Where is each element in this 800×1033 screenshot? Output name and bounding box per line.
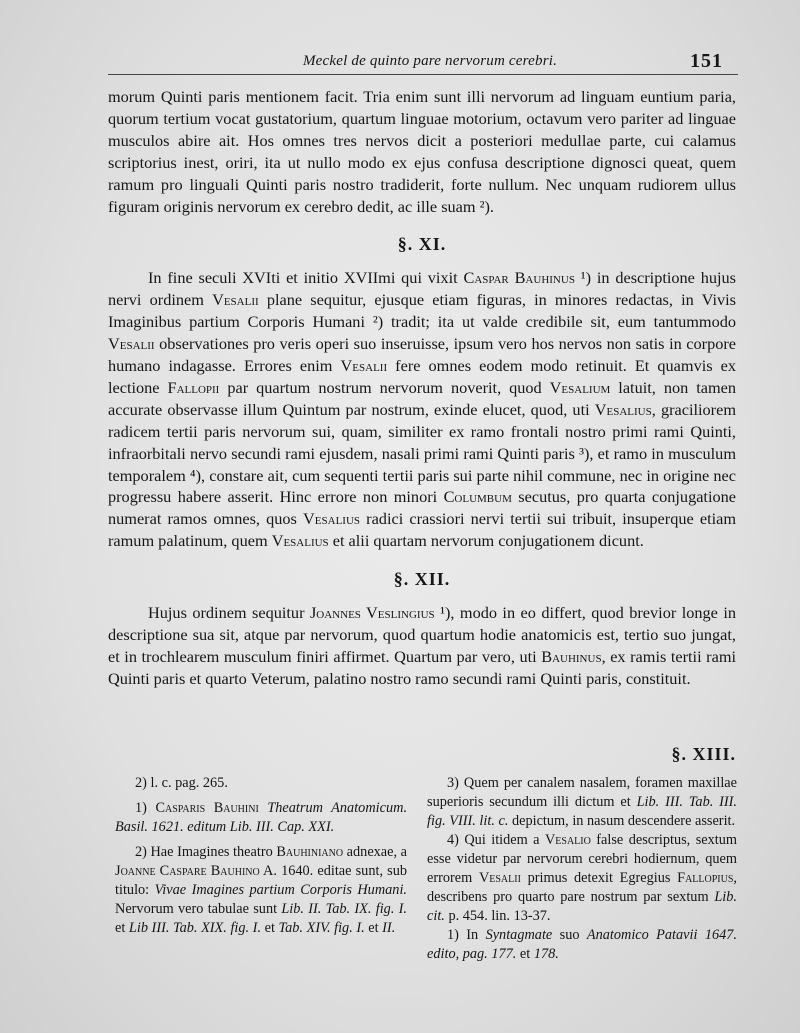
section-xii-paragraph	[108, 602, 736, 690]
person-name: Fallopius	[677, 870, 734, 886]
section-xi-paragraph	[108, 267, 736, 552]
text-run: , ex ramis tertii rami Quinti paris et quarto Veterum, palatino nostro ramo secundi rami Quinti paris, constituit.	[108, 646, 737, 688]
person-name: Vesalii	[340, 355, 388, 375]
person-name: Fallopii	[167, 377, 220, 397]
person-name: Vesalium	[549, 377, 611, 397]
text-run: II.	[382, 920, 396, 936]
text-run: plane sequitur, ejusque etiam figuras, in minores redactas, in Vivis Imaginibus partium Corporis Humani ²) tradit; ita ut valde credibile sit, eum tantummodo	[108, 290, 736, 332]
text-run: observationes pro veris operi suo inseruisse, ipsum vero hos nervos non satis in corpore humano indagasse. Errores enim	[108, 334, 736, 375]
person-name: Vesalius	[594, 399, 652, 419]
text-run: In fine seculi XVIti et initio XVIImi qui vixit	[148, 268, 464, 288]
person-name: Vesalius	[271, 531, 329, 551]
text-run: primus detexit Egregius	[520, 870, 678, 886]
text-run: Lib. II. Tab. IX. fig. I.	[281, 901, 407, 917]
footnote	[115, 799, 407, 837]
text-run: Lib. cit.	[427, 889, 737, 924]
page-header	[0, 50, 800, 80]
text-run: par quartum nostrum nervorum noverit, quod	[219, 377, 550, 397]
person-name: Casparis Bauhini	[155, 800, 259, 816]
text-run: A. 1640. editae sunt, sub titulo:	[115, 863, 407, 898]
person-name: Columbum	[443, 487, 512, 507]
text-run: 4) Qui itidem a	[447, 832, 545, 848]
text-run: Tab. XIV. fig. I.	[278, 920, 365, 936]
text-run: 2) l. c. pag. 265.	[135, 775, 228, 791]
footnote	[115, 774, 407, 793]
text-run: latuit, non tamen accurate observasse illum Quintum par nostrum, exinde elucet, quod, uti	[108, 377, 737, 419]
text-run: , describens pro quarto pare nostrum par sextum	[427, 870, 737, 905]
text-run: ¹) in descriptione hujus nervi ordinem	[108, 268, 736, 310]
section-xi-heading: §. XI.	[397, 234, 447, 255]
footnote	[115, 843, 407, 938]
text-run: et	[261, 920, 279, 936]
person-name: Joannes Veslingius	[309, 603, 435, 623]
text-run: Lib III. Tab. XIX. fig. I.	[128, 920, 262, 936]
text-run: 3) Quem per canalem nasalem, foramen maxillae superioris secundum illi dictum et	[427, 775, 737, 810]
person-name: Vesalii	[212, 290, 259, 310]
section-xi-continuation: morum Quinti paris mentionem facit. Tria enim sunt illi nervorum ad linguam euntium paria, quorum tertium vocat gustatorium, quartum linguae motorium, octavum vero pariter ad linguae musculos abire ait. Hos omnes tres nervos dicit a posteriori medullae parte, cui calamus scriptorius inest, oriri, ita ut nullo modo ex ejus confusa descriptione dignosci queat, quem ramum pro linguali Quinti paris nostro tradiderit, forte nullum. Nec unquam rudiorem ullus figuram originis nervorum ex cerebro dedit, ac ille suam ²).	[108, 87, 736, 216]
text-run: 2) Hae Imagines theatro	[135, 844, 277, 860]
text-run: adnexae, a	[343, 844, 407, 860]
footnote	[427, 774, 737, 831]
text-run: et	[364, 920, 383, 936]
text-run: Lib. III. Tab. III. fig. VIII. lit. c.	[427, 794, 738, 829]
text-run: 1) In	[447, 927, 486, 943]
text-run: false descriptus, sextum esse videtur par nervorum cerebri hodiernum, quem errorem	[427, 832, 737, 886]
person-name: Bauhiniano	[276, 844, 344, 860]
footnotes-right-column	[427, 774, 737, 964]
footnote	[427, 831, 737, 926]
text-run: et alii quartam nervorum conjugationem dicunt.	[328, 531, 644, 551]
running-title: Meckel de quinto pare nervorum cerebri.	[302, 53, 558, 69]
footnotes-left-column	[115, 774, 407, 938]
text-run: Nervorum vero tabulae sunt	[115, 901, 282, 917]
text-run: Syntagmate	[485, 927, 553, 943]
person-name: Vesalii	[108, 334, 155, 354]
next-section-catchword: §. XIII.	[671, 744, 736, 764]
text-run: radici crassiori nervi tertii sui tribuit, insuperque etiam ramum palatinum, quem	[108, 509, 737, 551]
text-run: Vivae Imagines partium Corporis Humani.	[154, 882, 407, 898]
text-run: p. 454. lin. 13-37.	[444, 908, 551, 924]
footnote	[427, 926, 737, 964]
text-run: et	[516, 946, 534, 962]
person-name: Caspar Bauhinus	[463, 268, 575, 288]
person-name: Bauhinus	[541, 646, 602, 666]
text-run: suo	[552, 927, 587, 943]
text-run: depictum, in nasum descendere asserit.	[508, 813, 736, 829]
section-xii-heading: §. XII.	[393, 569, 451, 590]
text-run: Hujus ordinem sequitur	[148, 603, 310, 623]
text-run: fere omnes eodem modo retinuit. Et quamvis ex lectione	[108, 355, 736, 397]
person-name: Vesalius	[303, 509, 361, 529]
text-run: 1)	[135, 800, 156, 816]
person-name: Vesalio	[544, 832, 591, 848]
text-run: , graciliorem radicem tertii paris nervorum sui, quam, similiter ex ramo frontali nostro primi rami Quinti, infraorbitali nervo secundi rami ejusdem, nasali primi rami Quinti paris ³), et ramo in musculum temporalem ⁴), constare ait, cum sequenti tertii paris sui parte nihil commune, nec in origine nec progressu habere asserit. Hinc errore non minori	[108, 399, 736, 507]
person-name: Joanne Caspare Bauhino	[115, 863, 260, 879]
main-text	[108, 86, 736, 690]
text-run: et	[115, 920, 129, 936]
text-run: Theatrum Anatomicum. Basil. 1621. editum Lib. III. Cap. XXI.	[115, 800, 408, 835]
person-name: Vesalii	[478, 870, 521, 886]
text-run: ¹), modo in eo differt, quod brevior longe in descriptione sua sit, atque par nervorum, quod quartum hodie anatomicis est, tertio suo jungat, et in trochlearem musculum finiri affirmet. Quartum par vero, uti	[108, 603, 736, 666]
header-rule	[108, 74, 738, 75]
text-run: Anatomico Patavii 1647. edito, pag. 177.	[427, 927, 737, 962]
page-number: 151	[690, 50, 723, 72]
text-run: 178.	[533, 946, 559, 962]
text-run: secutus, pro quarta conjugatione numerat ramos omnes, quos	[108, 487, 736, 529]
